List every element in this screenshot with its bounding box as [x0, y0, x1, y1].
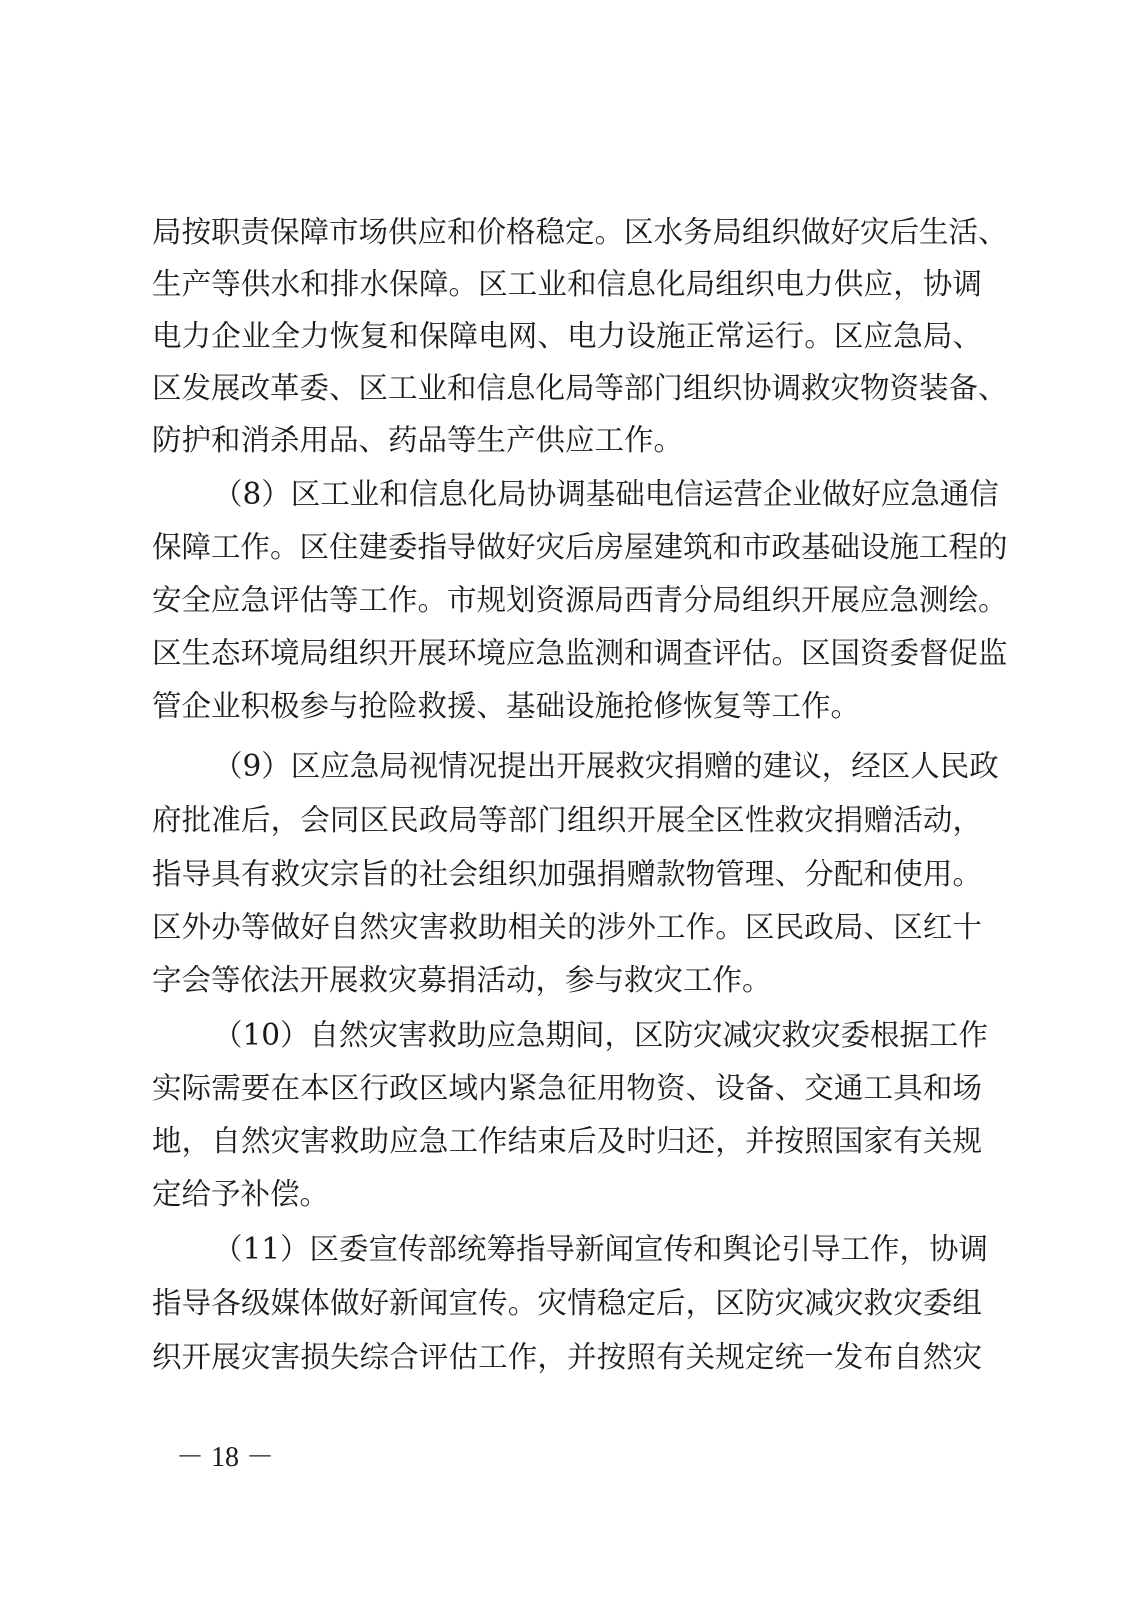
paragraph-9-line-2: 府批准后，会同区民政局等部门组织开展全区性救灾捐赠活动， [152, 803, 982, 837]
paragraph-11-line-2: 指导各级媒体做好新闻宣传。灾情稳定后，区防灾减灾救灾委组 [152, 1286, 982, 1320]
paragraph-1-line-5: 防护和消杀用品、药品等生产供应工作。 [152, 423, 684, 457]
paragraph-10-line-3: 地，自然灾害救助应急工作结束后及时归还，并按照国家有关规 [152, 1124, 982, 1158]
paragraph-1-line-2: 生产等供水和排水保障。区工业和信息化局组织电力供应，协调 [152, 267, 982, 301]
page-number: － 18 － [176, 1442, 275, 1473]
paragraph-8-line-3: 安全应急评估等工作。市规划资源局西青分局组织开展应急测绘。 [152, 583, 1008, 617]
paragraph-8-line-2: 保障工作。区住建委指导做好灾后房屋建筑和市政基础设施工程的 [152, 530, 1008, 564]
paragraph-9-line-4: 区外办等做好自然灾害救助相关的涉外工作。区民政局、区红十 [152, 910, 982, 944]
paragraph-8-line-1: （8）区工业和信息化局协调基础电信运营企业做好应急通信 [213, 477, 999, 511]
paragraph-8-line-4: 区生态环境局组织开展环境应急监测和调查评估。区国资委督促监 [152, 636, 1008, 670]
paragraph-10-line-4: 定给予补偿。 [152, 1177, 330, 1211]
paragraph-10-line-2: 实际需要在本区行政区域内紧急征用物资、设备、交通工具和场 [152, 1071, 982, 1105]
paragraph-11-line-1: （11）区委宣传部统筹指导新闻宣传和舆论引导工作，协调 [213, 1232, 989, 1266]
paragraph-1-line-3: 电力企业全力恢复和保障电网、电力设施正常运行。区应急局、 [152, 319, 982, 353]
paragraph-9-line-3: 指导具有救灾宗旨的社会组织加强捐赠款物管理、分配和使用。 [152, 857, 982, 891]
paragraph-8-line-5: 管企业积极参与抢险救援、基础设施抢修恢复等工作。 [152, 689, 861, 723]
paragraph-11-line-3: 织开展灾害损失综合评估工作，并按照有关规定统一发布自然灾 [152, 1340, 982, 1374]
paragraph-10-line-1: （10）自然灾害救助应急期间，区防灾减灾救灾委根据工作 [213, 1018, 989, 1052]
paragraph-9-line-1: （9）区应急局视情况提出开展救灾捐赠的建议，经区人民政 [213, 749, 999, 783]
paragraph-1-line-1: 局按职责保障市场供应和价格稳定。区水务局组织做好灾后生活、 [152, 215, 1008, 249]
paragraph-1-line-4: 区发展改革委、区工业和信息化局等部门组织协调救灾物资装备、 [152, 371, 1008, 405]
paragraph-9-line-5: 字会等依法开展救灾募捐活动，参与救灾工作。 [152, 963, 772, 997]
